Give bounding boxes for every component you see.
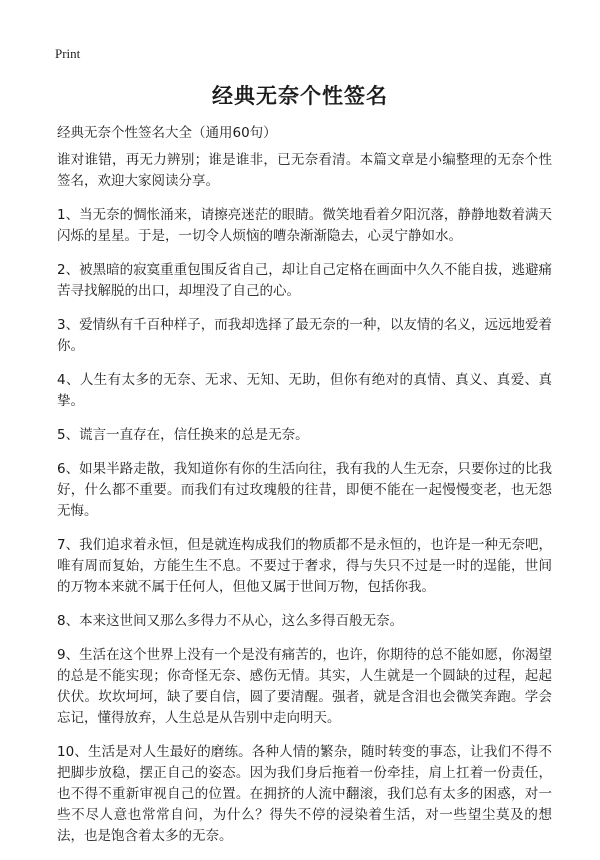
list-item: 1、当无奈的惆怅涌来，请擦亮迷茫的眼睛。微笑地看着夕阳沉落，静静地数着满天闪烁的星星。于是，一切令人烦恼的嘈杂渐渐隐去，心灵宁静如水。 [57, 207, 552, 244]
list-item: 10、生活是对人生最好的磨练。各种人情的繁杂，随时转变的事态，让我们不得不把脚步放稳，摆正自己的姿态。因为我们身后拖着一份牵挂，肩上扛着一份责任，也不得不重新审视自己的位置。在拥挤的人流中翻滚，我们总有太多的困惑，对一些不尽人意也常常自问，为什么？得失不停的浸染着生活，对一些望尘莫及的想法，也是饱含着太多的无奈。 [57, 744, 552, 844]
list-item: 8、本来这世间又那么多得力不从心，这么多得百般无奈。 [57, 613, 404, 629]
intro-paragraph: 谁对谁错，再无力辨别；谁是谁非，已无奈看清。本篇文章是小编整理的无奈个性签名，欢迎大家阅读分享。 [57, 152, 552, 189]
page-title: 经典无奈个性签名 [212, 84, 388, 108]
print-link[interactable]: Print [55, 46, 81, 61]
list-item: 4、人生有太多的无奈、无求、无知、无助，但你有绝对的真情、真义、真爱、真挚。 [57, 372, 552, 409]
list-item: 3、爱情纵有千百种样子，而我却选择了最无奈的一种，以友情的名义，远远地爱着你。 [57, 317, 552, 354]
list-item: 2、被黑暗的寂寞重重包围反省自己，却让自己定格在画面中久久不能自拔，逃避痛苦寻找解脱的出口，却埋没了自己的心。 [57, 262, 552, 299]
list-item: 5、谎言一直存在，信任换来的总是无奈。 [57, 427, 309, 443]
list-item: 7、我们追求着永恒，但是就连构成我们的物质都不是永恒的，也许是一种无奈吧，唯有周而复始，方能生生不息。不要过于奢求，得与失只不过是一时的逞能，世间的万物本来就不属于任何人，但他又属于世间万物，包括你我。 [57, 537, 552, 595]
list-item: 9、生活在这个世界上没有一个是没有痛苦的，也许，你期待的总不能如愿，你渴望的总是不能实现；你奇怪无奈、感伤无情。其实，人生就是一个圆缺的过程，起起伏伏。坎坎坷坷，缺了要自信，圆了要清醒。强者，就是含泪也会微笑奔跑。学会忘记，懂得放弃，人生总是从告别中走向明天。 [57, 647, 552, 726]
list-item: 6、如果半路走散，我知道你有你的生活向往，我有我的人生无奈，只要你过的比我好，什么都不重要。而我们有过玫瑰般的往昔，即便不能在一起慢慢变老，也无怨无悔。 [57, 461, 552, 519]
page-subtitle: 经典无奈个性签名大全（通用60句） [57, 125, 277, 141]
article-body [57, 150, 552, 860]
